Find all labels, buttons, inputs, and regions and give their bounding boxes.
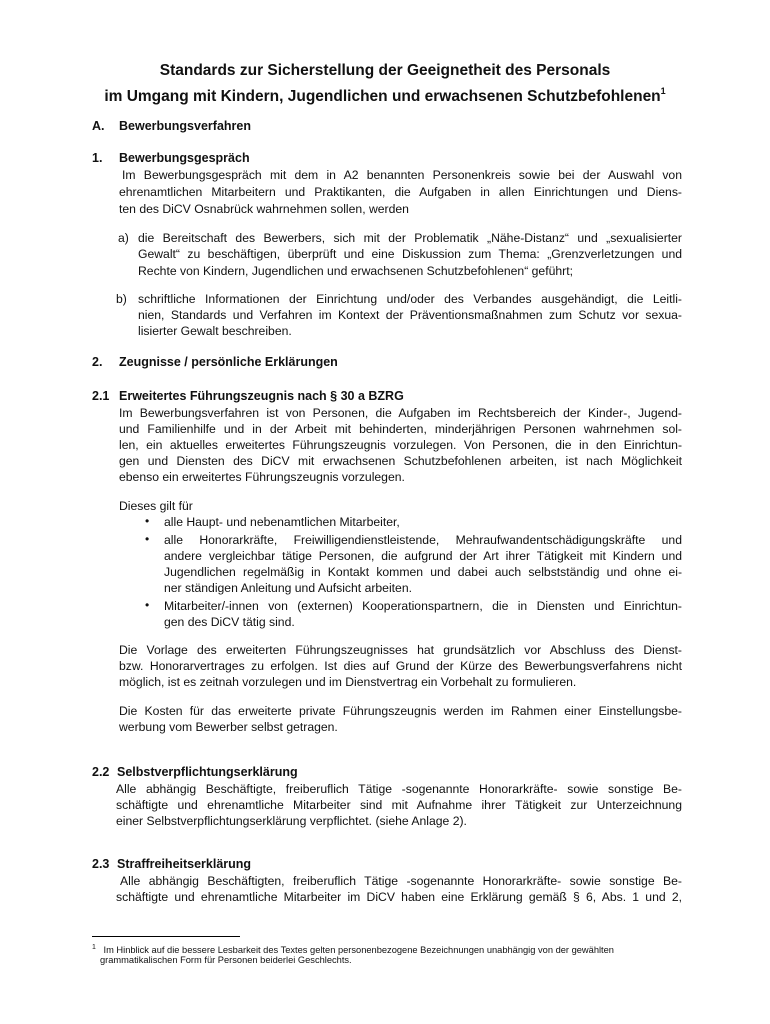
bullet-item-line: ner ständigen Anleitung und Aufsicht arbeiten. xyxy=(164,581,412,595)
paragraph-line: Im Bewerbungsgespräch mit dem in A2 benannten Personenkreis sowie bei der Auswahl von xyxy=(122,168,682,182)
paragraph-line: len, ein aktuelles erweitertes Führungszeugnis vorzulegen. Von Personen, die in den Einrichtun- xyxy=(119,438,682,452)
title-line-2: im Umgang mit Kindern, Jugendlichen und erwachsenen Schutzbefohlenen$^1$ xyxy=(104,86,666,105)
paragraph-line: schäftigte und ehrenamtliche Mitarbeiter im DiCV haben eine Erklärung gemäß § 6, Abs. 1 und 2, xyxy=(116,890,682,904)
section-1-heading: Bewerbungsgespräch xyxy=(119,151,250,165)
bullet-item-line: andere vergleichbar tätige Personen, die aufgrund der Art ihrer Tätigkeit mit Kindern und xyxy=(164,549,682,563)
section-a-number: A. xyxy=(92,119,105,133)
paragraph-line: ehrenamtlichen Mitarbeitern und Praktikanten, die Aufgaben in allen Einrichtungen und Diens- xyxy=(119,185,682,199)
section-2-heading: Zeugnisse / persönliche Erklärungen xyxy=(119,355,338,369)
bullet-item-line: Jugendlichen regelmäßig in Kontakt kommen und dabei auch selbstständig und ohne ei- xyxy=(164,565,682,579)
bullet-item-line: alle Haupt- und nebenamtlichen Mitarbeiter, xyxy=(164,515,400,529)
paragraph-line: einer Selbstverpflichtungserklärung verpflichtet. (siehe Anlage 2). xyxy=(116,814,467,828)
section-2-1-number: 2.1 xyxy=(92,389,110,403)
section-1-number: 1. xyxy=(92,151,103,165)
section-2-1-heading: Erweitertes Führungszeugnis nach § 30 a BZRG xyxy=(119,389,404,403)
section-a-heading: Bewerbungsverfahren xyxy=(119,119,251,133)
bullet-item-line: Mitarbeiter/-innen von (externen) Kooperationspartnern, die in Diensten und Einrichtun- xyxy=(164,599,682,613)
paragraph-line: ebenso ein erweitertes Führungszeugnis vorzulegen. xyxy=(119,470,405,484)
title-line-1: Standards zur Sicherstellung der Geeignetheit des Personals xyxy=(159,62,611,79)
paragraph-line: Die Kosten für das erweiterte private Führungszeugnis werden im Rahmen einer Einstellungsbe- xyxy=(119,704,682,718)
section-2-3-number: 2.3 xyxy=(92,857,110,871)
bullet-marker: • xyxy=(145,532,150,546)
section-2-2-number: 2.2 xyxy=(92,765,110,779)
section-2-number: 2. xyxy=(92,355,103,369)
section-2-3-heading: Straffreiheitserklärung xyxy=(117,857,252,871)
paragraph-line: Alle abhängig Beschäftigte, freiberuflich Tätige -sogenannte Honorarkräfte- sowie sonstige Be- xyxy=(116,782,682,796)
list-item-b-line: lisierter Gewalt beschreiben. xyxy=(138,324,292,338)
paragraph-line: Alle abhängig Beschäftigten, freiberuflich Tätige -sogenannte Honorarkräfte- sowie sonstige Be- xyxy=(120,874,682,888)
list-item-b-line: nien, Standards und Verfahren im Kontext der Präventionsmaßnahmen zum Schutz vor sexua- xyxy=(138,308,682,322)
list-item-a-line: die Bereitschaft des Bewerbers, sich mit der Problematik „Nähe-Distanz“ und „sexualisierter xyxy=(138,231,682,245)
footnote-ref: 1 xyxy=(660,86,666,96)
list-label-b: b) xyxy=(116,292,127,306)
bullet-marker: • xyxy=(145,598,150,612)
list-label-a: a) xyxy=(118,231,129,245)
list-intro: Dieses gilt für xyxy=(119,499,193,513)
list-item-a-line: Gewalt“ zu beschäftigen, überprüft und eine Diskussion zum Thema: „Grenzverletzungen und xyxy=(138,247,682,261)
list-item-a-line: Rechte von Kindern, Jugendlichen und erwachsenen Schutzbefohlenen“ geführt; xyxy=(138,264,573,278)
paragraph-line: schäftigte und ehrenamtliche Mitarbeiter sind mit Aufnahme ihrer Tätigkeit zur Unterzeichnung xyxy=(116,798,682,812)
paragraph-line: und Familienhilfe und in der Arbeit mit behinderten, minderjährigen Personen wahrnehmen sol- xyxy=(119,422,682,436)
paragraph-line: möglich, ist es zeitnah vorzulegen und im Dienstvertrag ein Vorbehalt zu formulieren. xyxy=(119,675,577,689)
paragraph-line: werbung vom Bewerber selbst getragen. xyxy=(119,720,338,734)
footnote-line: Im Hinblick auf die bessere Lesbarkeit des Textes gelten personenbezogene Bezeichnungen unabhängig von der gewählten xyxy=(103,945,614,955)
bullet-item-line: gen des DiCV tätig sind. xyxy=(164,615,295,629)
bullet-item-line: alle Honorarkräfte, Freiwilligendienstleistende, Mehraufwandentschädigungskräfte und xyxy=(164,533,682,547)
paragraph-line: ten des DiCV Osnabrück wahrnehmen sollen, werden xyxy=(119,202,409,216)
bullet-marker: • xyxy=(145,514,150,528)
paragraph-line: bzw. Honorarvertrages zu erfolgen. Ist dies auf Grund der Kürze des Bewerbungsverfahrens nicht xyxy=(119,659,682,673)
footnote-line: grammatikalischen Form für Personen beiderlei Geschlechts. xyxy=(100,955,352,965)
list-item-b-line: schriftliche Informationen der Einrichtung und/oder des Verbandes ausgehändigt, die Leitli- xyxy=(138,292,682,306)
paragraph-line: Die Vorlage des erweiterten Führungszeugnisses hat grundsätzlich vor Abschluss des Dienst- xyxy=(119,643,682,657)
paragraph-line: gen und Diensten des DiCV mit erwachsenen Schutzbefohlenen arbeiten, ist nach Möglichkeit xyxy=(119,454,682,468)
section-2-2-heading: Selbstverpflichtungserklärung xyxy=(117,765,298,779)
document-title xyxy=(60,61,710,107)
footnote-number: 1 xyxy=(92,944,96,951)
footnote-separator xyxy=(92,936,240,937)
paragraph-line: Im Bewerbungsverfahren ist von Personen, die Aufgaben im Rechtsbereich der Kinder-, Jugend- xyxy=(119,406,682,420)
